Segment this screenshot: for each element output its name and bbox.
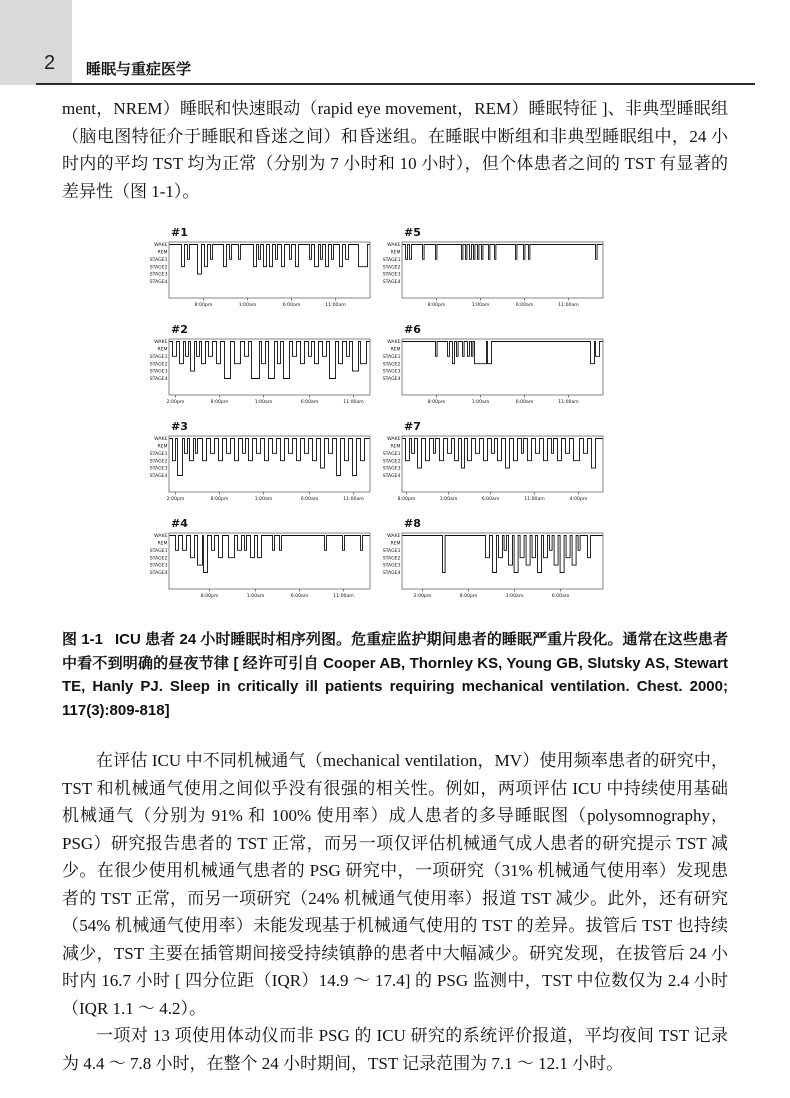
stage-axis-label: WAKE <box>154 534 168 540</box>
time-tick-label: 1:00am <box>254 400 273 405</box>
paragraph-2: 在评估 ICU 中不同机械通气（mechanical ventilation，MV）使用频率患者的研究中，TST 和机械通气使用之间似乎没有很强的相关性。例如，两项评估 ICU 中持续使用基础机械通气（分别为 91% 和 100% 使用率）成人患者的多导睡眠图（polysomnography，PSG）研究报告患者的 TST 正常，而另一项仅评估机械通气成人患者的研究提示 TST 减少。在很少使用机械通气患者的 PSG 研究中，一项研究（31% 机械通气使用率）发现患者的 TST 正常，而另一项研究（24% 机械通气使用率）报道 TST 减少。此外，还有研究（54% 机械通气使用率）未能发现基于机械通气使用的 TST 的差异。拔管后 TST 也持续减少，TST 主要在插管期间接受持续镇静的患者中大幅减少。研究发现，在拔管后 24 小时内 16.7 小时 [ 四分位距（IQR）14.9 ～ 17.4] 的 PSG 监测中，TST 中位数仅为 2.4 小时（IQR 1.1 ～ 4.2）。 <box>62 751 728 1018</box>
hypnogram-chart <box>376 337 609 407</box>
stage-axis-label: REM <box>157 541 168 547</box>
stage-axis-label: STAGE1 <box>382 451 401 457</box>
hypnogram-chart <box>143 240 376 310</box>
time-tick-label: 8:00pm <box>210 497 229 502</box>
stage-axis-label: STAGE2 <box>382 265 401 271</box>
time-tick-label: 6:00am <box>481 497 500 502</box>
stage-axis-label: STAGE1 <box>149 451 168 457</box>
stage-axis-label: STAGE4 <box>149 474 168 480</box>
time-tick-label: 6:00am <box>300 400 319 405</box>
panel-label: #6 <box>404 323 421 336</box>
stage-axis-label: REM <box>390 541 401 547</box>
time-tick-label: 2:00pm <box>166 400 185 405</box>
hypnogram-chart <box>376 240 609 310</box>
figure-caption-text: ICU 患者 24 小时睡眠时相序列图。危重症监护期间患者的睡眠严重片段化。通常在这些患者中看不到明确的昼夜节律 [ 经许可引自 Cooper AB, Thornley KS, Young GB, Slutsky AS, Stewart TE, Hanly PJ. Sleep in critically ill patients requiring mechanical ventilation. Chest. 2000; 117(3):809-818] <box>62 631 728 719</box>
stage-axis-label: REM <box>157 347 168 353</box>
stage-axis-label: STAGE3 <box>382 369 401 375</box>
stage-axis-label: STAGE1 <box>382 354 401 360</box>
stage-axis-label: STAGE4 <box>382 474 401 480</box>
page-number: 2 <box>44 52 56 74</box>
stage-axis-label: STAGE2 <box>149 265 168 271</box>
panel-label: #7 <box>404 420 421 433</box>
figure-caption <box>62 628 728 722</box>
figure-col-right <box>376 226 609 614</box>
hypnogram-panel-8 <box>376 517 609 614</box>
panel-label: #3 <box>171 420 188 433</box>
time-tick-label: 6:00am <box>290 594 309 599</box>
stage-axis-label: STAGE2 <box>382 459 401 465</box>
hypnogram-panel-2 <box>143 323 376 420</box>
stage-axis-label: STAGE4 <box>149 571 168 577</box>
time-tick-label: 6:00am <box>515 303 534 308</box>
stage-axis-label: STAGE3 <box>149 466 168 472</box>
hypnogram-chart <box>143 434 376 504</box>
time-tick-label: 1:00am <box>505 594 524 599</box>
stage-axis-label: STAGE3 <box>382 466 401 472</box>
time-tick-label: 11:00am <box>343 400 364 405</box>
time-tick-label: 11:00am <box>524 497 545 502</box>
time-tick-label: 1:00am <box>238 303 257 308</box>
stage-axis-label: WAKE <box>387 340 401 346</box>
time-tick-label: 1:00am <box>471 400 490 405</box>
figure-caption-label: 图 1-1 <box>62 631 103 648</box>
stage-axis-label: STAGE4 <box>382 377 401 383</box>
time-tick-label: 8:00pm <box>200 594 219 599</box>
time-tick-label: 8:00pm <box>210 400 229 405</box>
stage-axis-label: STAGE4 <box>149 377 168 383</box>
hypnogram-chart <box>376 531 609 601</box>
hypnogram-panel-1 <box>143 226 376 323</box>
stage-axis-label: STAGE2 <box>149 362 168 368</box>
stage-axis-label: STAGE4 <box>382 280 401 286</box>
panel-label: #2 <box>171 323 188 336</box>
stage-axis-label: STAGE4 <box>382 571 401 577</box>
time-tick-label: 11:00am <box>558 400 579 405</box>
time-tick-label: 8:00pm <box>459 594 478 599</box>
stage-axis-label: STAGE1 <box>149 354 168 360</box>
time-tick-label: 8:00pm <box>194 303 213 308</box>
stage-axis-label: STAGE2 <box>149 556 168 562</box>
stage-axis-label: REM <box>157 444 168 450</box>
stage-axis-label: STAGE4 <box>149 280 168 286</box>
time-tick-label: 8:00pm <box>397 497 416 502</box>
time-tick-label: 2:00pm <box>166 497 185 502</box>
figure-1-1 <box>143 226 728 614</box>
stage-axis-label: STAGE1 <box>149 257 168 263</box>
time-tick-label: 8:00pm <box>427 400 446 405</box>
stage-axis-label: REM <box>390 250 401 256</box>
time-tick-label: 2:00pm <box>413 594 432 599</box>
paragraph-3: 一项对 13 项使用体动仪而非 PSG 的 ICU 研究的系统评价报道，平均夜间 TST 记录为 4.4 ～ 7.8 小时，在整个 24 小时期间，TST 记录范围为 7.1 ～ 12.1 小时。 <box>62 1026 728 1073</box>
paragraph-1: ment，NREM）睡眠和快速眼动（rapid eye movement，REM）睡眠特征 ]、非典型睡眠组（脑电图特征介于睡眠和昏迷之间）和昏迷组。在睡眠中断组和非典型睡眠组中，24 小时内的平均 TST 均为正常（分别为 7 小时和 10 小时），但个体患者之间的 TST 有显著的差异性（图 1-1）。 <box>62 99 728 201</box>
stage-axis-label: STAGE3 <box>149 563 168 569</box>
stage-axis-label: WAKE <box>387 437 401 443</box>
stage-axis-label: STAGE1 <box>149 548 168 554</box>
stage-axis-label: STAGE1 <box>382 257 401 263</box>
header-rule <box>36 83 755 85</box>
time-tick-label: 11:00am <box>325 303 346 308</box>
time-tick-label: 1:00am <box>439 497 458 502</box>
hypnogram-panel-6 <box>376 323 609 420</box>
figure-col-left <box>143 226 376 614</box>
panel-label: #4 <box>171 517 188 530</box>
time-tick-label: 8:00pm <box>427 303 446 308</box>
hypnogram-panel-7 <box>376 420 609 517</box>
time-tick-label: 11:00am <box>343 497 364 502</box>
stage-axis-label: STAGE1 <box>382 548 401 554</box>
hypnogram-chart <box>143 337 376 407</box>
time-tick-label: 6:00am <box>300 497 319 502</box>
stage-axis-label: STAGE2 <box>382 362 401 368</box>
time-tick-label: 1:00am <box>471 303 490 308</box>
time-tick-label: 11:00am <box>333 594 354 599</box>
hypnogram-panel-3 <box>143 420 376 517</box>
stage-axis-label: STAGE2 <box>149 459 168 465</box>
time-tick-label: 11:00am <box>558 303 579 308</box>
panel-label: #8 <box>404 517 421 530</box>
hypnogram-chart <box>143 531 376 601</box>
stage-axis-label: WAKE <box>154 437 168 443</box>
time-tick-label: 1:00am <box>246 594 265 599</box>
stage-axis-label: STAGE3 <box>149 272 168 278</box>
time-tick-label: 6:00am <box>282 303 301 308</box>
time-tick-label: 1:00am <box>254 497 273 502</box>
running-title: 睡眠与重症医学 <box>86 61 192 78</box>
time-tick-label: 4:00pm <box>569 497 588 502</box>
stage-axis-label: WAKE <box>387 534 401 540</box>
time-tick-label: 6:00am <box>515 400 534 405</box>
stage-axis-label: STAGE3 <box>382 272 401 278</box>
time-tick-label: 6:00am <box>551 594 570 599</box>
hypnogram-panel-5 <box>376 226 609 323</box>
stage-axis-label: STAGE3 <box>382 563 401 569</box>
stage-axis-label: STAGE3 <box>149 369 168 375</box>
stage-axis-label: REM <box>157 250 168 256</box>
hypnogram-chart <box>376 434 609 504</box>
stage-axis-label: WAKE <box>154 340 168 346</box>
stage-axis-label: WAKE <box>387 243 401 249</box>
hypnogram-panel-4 <box>143 517 376 614</box>
page-content <box>62 95 728 1077</box>
stage-axis-label: WAKE <box>154 243 168 249</box>
panel-label: #5 <box>404 226 421 239</box>
stage-axis-label: STAGE2 <box>382 556 401 562</box>
panel-label: #1 <box>171 226 188 239</box>
stage-axis-label: REM <box>390 347 401 353</box>
corner-gray-block <box>0 0 72 85</box>
stage-axis-label: REM <box>390 444 401 450</box>
